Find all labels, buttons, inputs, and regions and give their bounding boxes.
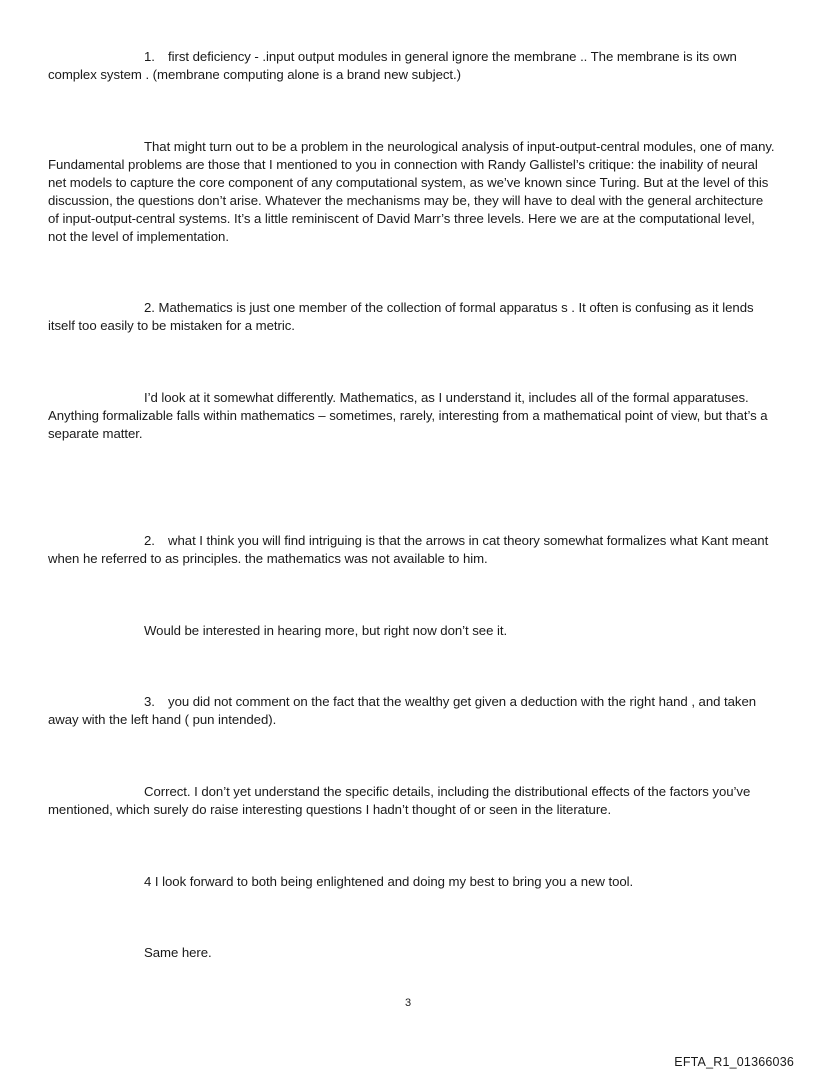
paragraph-response-cat-theory: Would be interested in hearing more, but right now don’t see it. [144, 623, 508, 638]
paragraph-first-deficiency: 1. first deficiency - .input output modules in general ignore the membrane .. The membrane is its own complex system . (membrane computing alone is a brand new subject.) [48, 49, 737, 82]
page-number: 3 [404, 997, 412, 1009]
document-id-stamp: EFTA_R1_01366036 [674, 1055, 794, 1069]
paragraph-wealthy-deduction: 3. you did not comment on the fact that the wealthy get given a deduction with the right hand , and taken away with the left hand ( pun intended). [48, 694, 757, 727]
paragraph-response-membrane: That might turn out to be a problem in the neurological analysis of input-output-central modules, one of many. Fundamental problems are those that I mentioned to you in connection with Randy Gallistel’s critique: the inability of neural net models to capture the core component of any computational system, as we’ve known since Turing. But at the level of this discussion, the questions don’t arise. Whatever the mechanisms may be, they will have to deal with the general architecture of input-output-central systems. It’s a little reminiscent of David Marr’s three levels. Here we are at the computational level, not the level of implementation. [48, 139, 775, 244]
paragraph-same-here: Same here. [144, 945, 212, 960]
paragraph-response-mathematics: I’d look at it somewhat differently. Mathematics, as I understand it, includes all of the formal apparatuses. Anything formalizable falls within mathematics – sometimes, rarely, interesting from a mathematical point of view, but that’s a separate matter. [48, 390, 768, 441]
paragraph-response-correct: Correct. I don’t yet understand the specific details, including the distributional effects of the factors you’ve mentioned, which surely do raise interesting questions I hadn’t thought of or seen in the literature. [48, 784, 751, 817]
paragraph-mathematics-member: 2. Mathematics is just one member of the collection of formal apparatus s . It often is confusing as it lends itself too easily to be mistaken for a metric. [48, 300, 754, 333]
paragraph-look-forward: 4 I look forward to both being enlightened and doing my best to bring you a new tool. [144, 874, 634, 889]
paragraph-cat-theory: 2. what I think you will find intriguing is that the arrows in cat theory somewhat formalizes what Kant meant when he referred to as principles. the mathematics was not available to him. [48, 533, 769, 566]
